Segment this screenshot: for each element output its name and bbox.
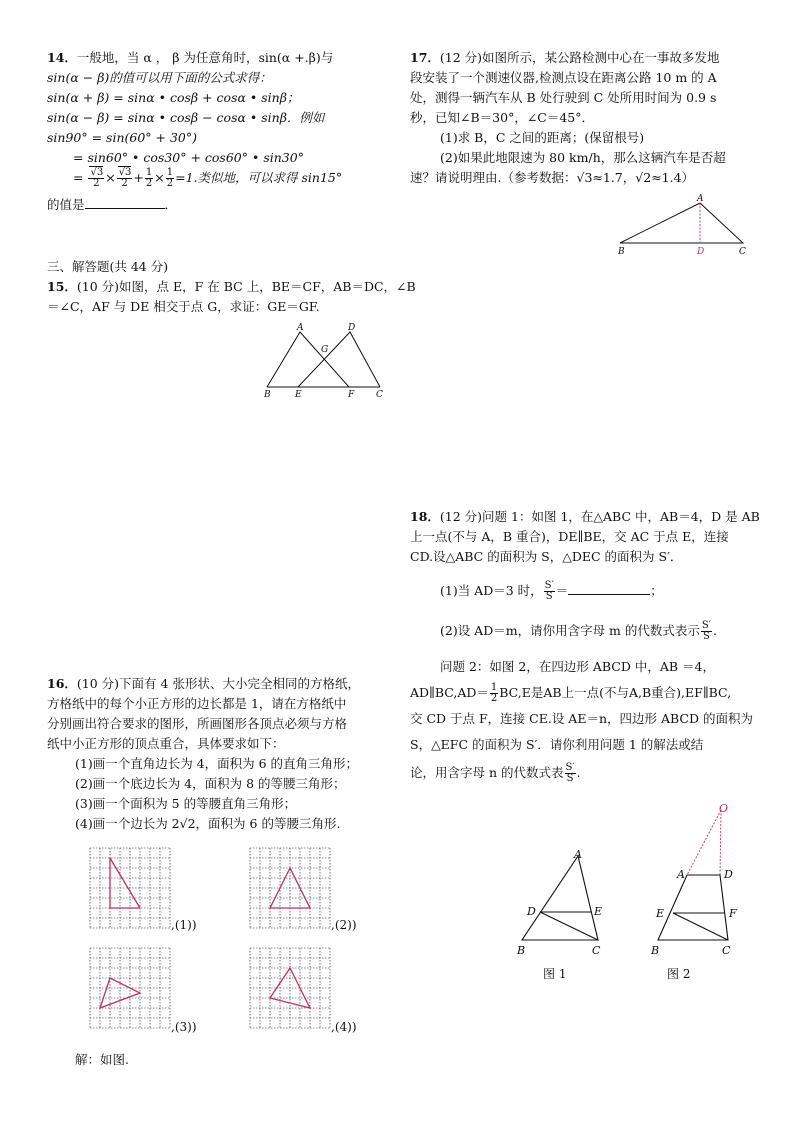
section-title: 三、解答题(共 44 分) <box>47 259 169 274</box>
grid-paper-2 <box>250 848 330 928</box>
fraction: $\frac{S'}{S}$ <box>544 580 554 602</box>
q14-number: 14． <box>47 50 77 65</box>
q18-part-2: (2)设 AD＝m，请你用含字母 m 的代数式表示 $\frac{S'}{S}$ . <box>440 620 717 642</box>
fig2-label-O: O <box>719 802 729 815</box>
fraction: $\frac{1}{2}$ <box>490 682 498 704</box>
q18-pr2-line-5: 论，用含字母 n 的代数式表 $\frac{S'}{S}$ . <box>410 762 581 784</box>
grid-lines <box>90 848 170 928</box>
q15-label-A: A <box>297 323 304 333</box>
q18-line-1: (12 分)问题 1：如图 1，在△ABC 中，AB＝4，D 是 AB <box>439 509 760 524</box>
question-17 <box>410 48 726 188</box>
question-18 <box>410 507 760 567</box>
q17-figure <box>615 195 750 257</box>
q16-line-1: (10 分)下面有 4 张形状、大小完全相同的方格纸， <box>76 676 360 691</box>
fraction: $\frac{√3}{2}$ <box>90 167 104 189</box>
q14-line-5: sin90° = sin(60° + 30°) <box>47 130 197 145</box>
grid-paper-4 <box>250 948 330 1028</box>
q17-label-C: C <box>739 247 746 257</box>
q17-line-3: 处，测得一辆汽车从 B 处行驶到 C 处所用时间为 0.9 s <box>410 90 717 105</box>
fraction: $\frac{√3}{2}$ <box>118 167 132 189</box>
q16-item-1: (1)画一个直角边长为 4，面积为 6 的直角三角形； <box>75 756 359 771</box>
q18-line-2: 上一点(不与 A，B 重合)，DE∥BE，交 AC 于点 E，连接 <box>410 529 729 544</box>
question-15 <box>47 277 416 317</box>
q17-line-5: (1)求 B，C 之间的距离；(保留根号) <box>440 130 645 145</box>
fig1-label-A: A <box>574 848 582 861</box>
q15-line-1: (10 分)如图，点 E，F 在 BC 上，BE＝CF，AB＝DC，∠B <box>76 279 416 294</box>
q18-figure-2 <box>648 800 748 960</box>
q17-line-4: 秒，已知∠B＝30°，∠C＝45°． <box>410 110 595 125</box>
q18-pr2-line-4: S，△EFC 的面积为 S′．请你利用问题 1 的解法或结 <box>410 737 704 752</box>
q18-number: 18． <box>410 509 440 524</box>
q15-label-C: C <box>376 390 383 400</box>
q18-line-3: CD.设△ABC 的面积为 S，△DEC 的面积为 S′． <box>410 549 683 564</box>
grid-paper-3 <box>90 948 170 1028</box>
grid-lines <box>250 948 330 1028</box>
question-16 <box>47 674 360 834</box>
q15-label-E: E <box>295 390 302 400</box>
q16-number: 16． <box>47 676 77 691</box>
q14-line-8: 的值是 <box>47 197 85 212</box>
q15-figure <box>262 322 387 398</box>
answer-blank[interactable] <box>568 580 650 595</box>
q18-part-1: (1)当 AD＝3 时， $\frac{S'}{S}$ ＝ ； <box>440 580 663 602</box>
grid-paper-1 <box>90 848 170 928</box>
q17-label-D: D <box>697 247 705 257</box>
answer-blank[interactable] <box>85 194 165 209</box>
q16-item-2: (2)画一个底边长为 4，面积为 8 的等腰三角形； <box>75 776 346 791</box>
question-14: 14．一般地，当 α ， β 为任意角时，sin(α +.β)与 sin(α − β)的值可以用下面的公式求得： sin(α + β) = sinα • cosβ + cosα • sinβ； sin(α − β) = sinα • cosβ − cosα • sinβ．例如 sin90° = sin(60° + 30°) = sin60° • cos30° + cos60° • sin30° = $\frac{√3}{2}$ × $\frac{√3}{2}$ + $\frac{1}{2}$ × $\frac{1}{2}$ =1.类似地，可以求得 sin15° 的值是 ． <box>47 50 343 212</box>
fig2-label-A: A <box>677 868 685 881</box>
q14-line-4: sin(α − β) = sinα • cosβ − cosα • sinβ．例如 <box>47 110 325 125</box>
q14-line-7: = $\frac{√3}{2}$ × $\frac{√3}{2}$ + $\frac{1}{2}$ × $\frac{1}{2}$ =1.类似地，可以求得 sin15° <box>73 167 343 189</box>
q14-line-1: 一般地，当 α ， β 为任意角时，sin(α +.β)与 <box>76 50 334 65</box>
q15-number: 15． <box>47 279 77 294</box>
fig1-caption: 图 1 <box>543 967 567 981</box>
q17-label-B: B <box>618 247 625 257</box>
fig2-label-E: E <box>656 907 665 920</box>
grid-caption-1: ,(1)) <box>171 918 197 932</box>
q15-label-D: D <box>348 323 356 333</box>
grid-lines <box>250 848 330 928</box>
q18-pr2-line-3: 交 CD 于点 F，连接 CE.设 AE＝n，四边形 ABCD 的面积为 <box>410 711 753 726</box>
fig1-label-C: C <box>592 944 601 957</box>
q17-line-6: (2)如果此地限速为 80 km/h，那么这辆汽车是否超 <box>440 150 726 165</box>
fig2-label-D: D <box>724 868 733 881</box>
fraction: $\frac{1}{2}$ <box>166 167 174 189</box>
q16-answer: 解：如图. <box>75 1052 129 1067</box>
fig2-label-C: C <box>722 944 731 957</box>
grid-caption-2: ,(2)) <box>331 918 357 932</box>
q17-line-1: (12 分)如图所示，某公路检测中心在一事故多发地 <box>439 50 720 65</box>
q16-line-2: 方格纸中的每个小正方形的边长都是 1，请在方格纸中 <box>47 696 347 711</box>
grid-caption-4: ,(4)) <box>331 1020 357 1034</box>
fig2-label-B: B <box>651 944 660 957</box>
grid-caption-3: ,(3)) <box>171 1020 197 1034</box>
q18-figure-1 <box>512 848 612 958</box>
q18-pr2-line-2: AD∥BC,AD＝ $\frac{1}{2}$ BC,E是AB上一点(不与A,B重合),EF∥BC, <box>410 682 732 704</box>
q15-label-B: B <box>264 390 271 400</box>
q16-item-3: (3)画一个面积为 5 的等腰直角三角形； <box>75 796 297 811</box>
fraction: $\frac{S'}{S}$ <box>565 762 575 784</box>
q17-number: 17． <box>410 50 440 65</box>
q18-problem-2 <box>410 654 753 788</box>
q17-line-2: 段安装了一个测速仪器,检测点设在距离公路 10 m 的 A <box>410 70 717 85</box>
q18-pr2-line-1: 问题 2：如图 2，在四边形 ABCD 中，AB ＝4， <box>440 659 715 674</box>
q14-line-3: sin(α + β) = sinα • cosβ + cosα • sinβ； <box>47 90 300 105</box>
q16-item-4: (4)画一个边长为 2√2，面积为 6 的等腰三角形. <box>75 816 341 831</box>
q16-line-3: 分别画出符合要求的图形，所画图形各顶点必须与方格 <box>47 716 348 731</box>
q15-label-F: F <box>348 390 355 400</box>
q15-line-2: ＝∠C，AF 与 DE 相交于点 G，求证：GE＝GF. <box>47 299 320 314</box>
fraction: $\frac{1}{2}$ <box>145 167 153 189</box>
fig2-caption: 图 2 <box>667 967 691 981</box>
q17-label-A: A <box>697 194 704 204</box>
q17-line-7: 速？请说明理由.（参考数据：√3≈1.7，√2≈1.4） <box>410 170 695 185</box>
q14-line-6: = sin60° • cos30° + cos60° • sin30° <box>73 150 304 165</box>
fig1-label-D: D <box>527 905 536 918</box>
q16-line-4: 纸中小正方形的顶点重合，具体要求如下： <box>47 736 285 751</box>
q14-line-2: sin(α − β)的值可以用下面的公式求得： <box>47 70 272 85</box>
fig1-label-B: B <box>517 944 526 957</box>
fig1-label-E: E <box>594 905 603 918</box>
fig2-label-F: F <box>729 907 737 920</box>
fraction: $\frac{S'}{S}$ <box>701 620 712 642</box>
q15-label-G: G <box>321 345 329 355</box>
